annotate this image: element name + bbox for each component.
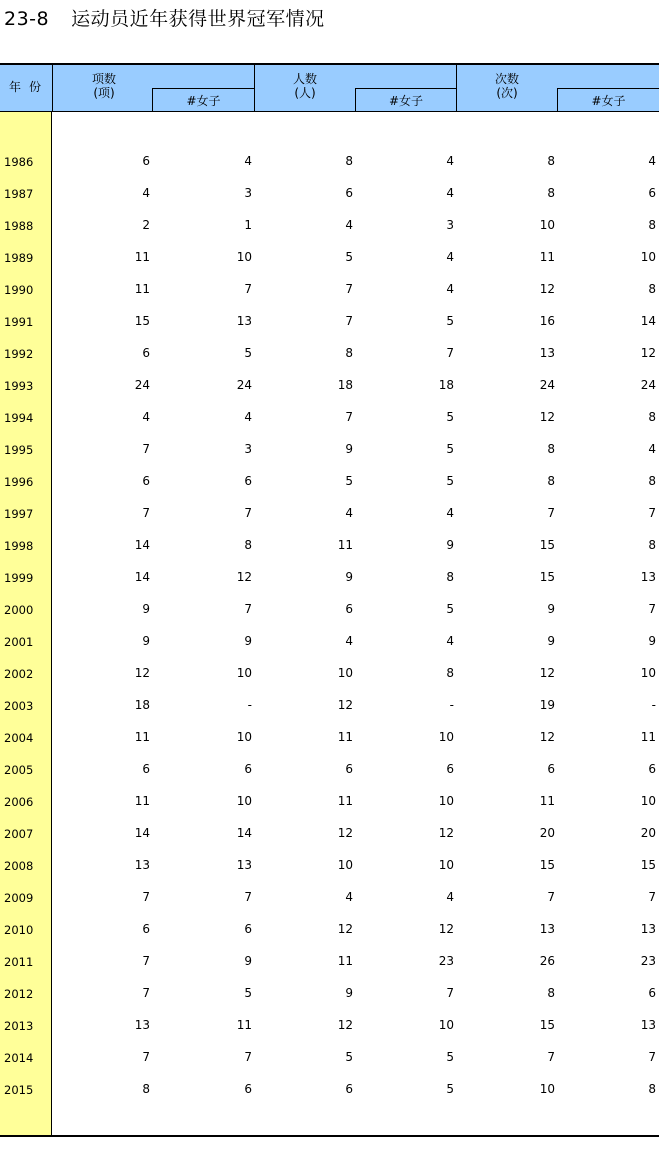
value-cell: 11 <box>539 250 555 264</box>
value-cell: 10 <box>236 730 252 744</box>
value-cell: 13 <box>640 922 656 936</box>
value-cell: 8 <box>446 666 454 680</box>
table-row <box>0 217 659 233</box>
table-title: 运动员近年获得世界冠军情况 <box>71 8 325 30</box>
value-cell: 5 <box>446 442 454 456</box>
value-cell: 24 <box>236 378 252 392</box>
year-cell: 1997 <box>4 507 34 521</box>
value-cell: 7 <box>345 282 353 296</box>
value-cell: 5 <box>345 1050 353 1064</box>
year-cell: 2005 <box>4 763 34 777</box>
table-row <box>0 729 659 745</box>
value-cell: 8 <box>547 474 555 488</box>
value-cell: 8 <box>446 570 454 584</box>
value-cell: 10 <box>539 1082 555 1096</box>
value-cell: 10 <box>337 858 353 872</box>
value-cell: 5 <box>244 986 252 1000</box>
value-cell: 7 <box>547 1050 555 1064</box>
table-row <box>0 889 659 905</box>
value-cell: 8 <box>648 538 656 552</box>
value-cell: - <box>449 698 454 712</box>
table-number: 23-8 <box>4 8 50 30</box>
value-cell: 8 <box>547 442 555 456</box>
header-divider <box>557 88 659 89</box>
value-cell: 15 <box>539 1018 555 1032</box>
table-row <box>0 1017 659 1033</box>
value-cell: 12 <box>539 666 555 680</box>
value-cell: 10 <box>438 794 454 808</box>
value-cell: 11 <box>337 794 353 808</box>
value-cell: 23 <box>438 954 454 968</box>
value-cell: 11 <box>337 538 353 552</box>
group-header-times: 次数 (次) <box>494 72 519 100</box>
value-cell: 12 <box>438 922 454 936</box>
value-cell: 8 <box>345 154 353 168</box>
value-cell: 8 <box>648 410 656 424</box>
value-cell: 9 <box>244 954 252 968</box>
value-cell: 9 <box>244 634 252 648</box>
value-cell: 6 <box>648 186 656 200</box>
value-cell: 23 <box>640 954 656 968</box>
year-cell: 1992 <box>4 347 34 361</box>
value-cell: 6 <box>142 346 150 360</box>
value-cell: 10 <box>539 218 555 232</box>
table-row <box>0 345 659 361</box>
value-cell: 18 <box>438 378 454 392</box>
table-row <box>0 537 659 553</box>
value-cell: 6 <box>244 474 252 488</box>
value-cell: 16 <box>539 314 555 328</box>
table-row <box>0 377 659 393</box>
value-cell: 8 <box>648 1082 656 1096</box>
value-cell: 9 <box>345 442 353 456</box>
year-cell: 2008 <box>4 859 34 873</box>
year-cell: 1991 <box>4 315 34 329</box>
table-row <box>0 793 659 809</box>
table-row <box>0 249 659 265</box>
value-cell: 4 <box>345 218 353 232</box>
year-cell: 2014 <box>4 1051 34 1065</box>
table-row <box>0 857 659 873</box>
value-cell: 4 <box>446 250 454 264</box>
value-cell: - <box>651 698 656 712</box>
value-cell: 6 <box>648 762 656 776</box>
group-header-items: 项数 (项) <box>91 72 116 100</box>
year-cell: 2006 <box>4 795 34 809</box>
value-cell: 11 <box>337 730 353 744</box>
value-cell: 10 <box>438 730 454 744</box>
value-cell: 11 <box>134 794 150 808</box>
value-cell: 4 <box>446 890 454 904</box>
value-cell: 12 <box>337 698 353 712</box>
value-cell: 6 <box>345 762 353 776</box>
table-row <box>0 185 659 201</box>
value-cell: 4 <box>345 890 353 904</box>
value-cell: 7 <box>244 1050 252 1064</box>
table-row <box>0 153 659 169</box>
value-cell: 11 <box>134 282 150 296</box>
value-cell: 10 <box>438 1018 454 1032</box>
value-cell: 14 <box>134 826 150 840</box>
year-cell: 1986 <box>4 155 34 169</box>
value-cell: 7 <box>648 602 656 616</box>
value-cell: 26 <box>539 954 555 968</box>
year-cell: 2002 <box>4 667 34 681</box>
value-cell: 6 <box>345 602 353 616</box>
value-cell: 15 <box>539 570 555 584</box>
value-cell: 7 <box>244 602 252 616</box>
page-title <box>4 5 325 33</box>
value-cell: 5 <box>244 346 252 360</box>
header-divider <box>254 65 255 112</box>
year-cell: 2011 <box>4 955 34 969</box>
value-cell: 24 <box>539 378 555 392</box>
value-cell: 7 <box>547 506 555 520</box>
value-cell: 5 <box>345 250 353 264</box>
value-cell: 7 <box>142 1050 150 1064</box>
value-cell: 7 <box>142 506 150 520</box>
value-cell: 18 <box>337 378 353 392</box>
value-cell: 3 <box>244 442 252 456</box>
value-cell: 5 <box>446 1050 454 1064</box>
table-row <box>0 601 659 617</box>
year-cell: 1999 <box>4 571 34 585</box>
value-cell: 12 <box>438 826 454 840</box>
value-cell: 9 <box>547 634 555 648</box>
value-cell: 8 <box>547 986 555 1000</box>
value-cell: 4 <box>446 186 454 200</box>
year-cell: 1994 <box>4 411 34 425</box>
value-cell: 11 <box>134 730 150 744</box>
value-cell: 13 <box>640 1018 656 1032</box>
year-cell: 2010 <box>4 923 34 937</box>
header-divider <box>456 65 457 112</box>
value-cell: 10 <box>640 250 656 264</box>
value-cell: 13 <box>236 314 252 328</box>
value-cell: 9 <box>142 634 150 648</box>
value-cell: 7 <box>244 890 252 904</box>
value-cell: 9 <box>446 538 454 552</box>
value-cell: 6 <box>547 762 555 776</box>
value-cell: 14 <box>640 314 656 328</box>
value-cell: 13 <box>134 1018 150 1032</box>
value-cell: 5 <box>446 1082 454 1096</box>
value-cell: 24 <box>134 378 150 392</box>
year-header: 年份 <box>8 80 49 94</box>
value-cell: 4 <box>446 154 454 168</box>
value-cell: 10 <box>438 858 454 872</box>
value-cell: 9 <box>142 602 150 616</box>
table-row <box>0 697 659 713</box>
value-cell: 12 <box>337 922 353 936</box>
table-row <box>0 953 659 969</box>
table-row <box>0 409 659 425</box>
value-cell: 15 <box>539 538 555 552</box>
value-cell: 4 <box>244 410 252 424</box>
header-divider <box>52 65 53 112</box>
value-cell: 13 <box>134 858 150 872</box>
year-cell: 2007 <box>4 827 34 841</box>
value-cell: 7 <box>244 506 252 520</box>
value-cell: 5 <box>446 314 454 328</box>
value-cell: 7 <box>648 1050 656 1064</box>
value-cell: 9 <box>345 986 353 1000</box>
value-cell: 4 <box>648 442 656 456</box>
value-cell: 4 <box>142 410 150 424</box>
value-cell: 13 <box>640 570 656 584</box>
value-cell: 11 <box>640 730 656 744</box>
value-cell: 5 <box>446 474 454 488</box>
value-cell: 8 <box>244 538 252 552</box>
value-cell: 15 <box>640 858 656 872</box>
value-cell: 6 <box>446 762 454 776</box>
value-cell: 18 <box>134 698 150 712</box>
sub-header-women-items: #女子 <box>186 94 221 108</box>
value-cell: 4 <box>345 634 353 648</box>
value-cell: 6 <box>142 762 150 776</box>
value-cell: 11 <box>134 250 150 264</box>
year-cell: 2003 <box>4 699 34 713</box>
value-cell: 8 <box>648 474 656 488</box>
value-cell: 10 <box>640 666 656 680</box>
table-row <box>0 825 659 841</box>
value-cell: - <box>247 698 252 712</box>
value-cell: 6 <box>244 1082 252 1096</box>
year-cell: 1996 <box>4 475 34 489</box>
table-row <box>0 985 659 1001</box>
year-cell: 1995 <box>4 443 34 457</box>
value-cell: 7 <box>244 282 252 296</box>
year-cell: 2012 <box>4 987 34 1001</box>
table-row <box>0 569 659 585</box>
value-cell: 4 <box>244 154 252 168</box>
value-cell: 7 <box>142 442 150 456</box>
value-cell: 7 <box>446 346 454 360</box>
table-row <box>0 1081 659 1097</box>
value-cell: 5 <box>446 410 454 424</box>
value-cell: 12 <box>337 1018 353 1032</box>
value-cell: 7 <box>345 314 353 328</box>
sub-header-women-times: #女子 <box>591 94 626 108</box>
table-row <box>0 281 659 297</box>
value-cell: 8 <box>648 282 656 296</box>
value-cell: 12 <box>236 570 252 584</box>
value-cell: 10 <box>337 666 353 680</box>
value-cell: 3 <box>244 186 252 200</box>
year-cell: 2004 <box>4 731 34 745</box>
value-cell: 5 <box>446 602 454 616</box>
value-cell: 10 <box>236 666 252 680</box>
value-cell: 8 <box>142 1082 150 1096</box>
year-cell: 1990 <box>4 283 34 297</box>
value-cell: 11 <box>337 954 353 968</box>
value-cell: 4 <box>142 186 150 200</box>
value-cell: 11 <box>236 1018 252 1032</box>
table-row <box>0 1049 659 1065</box>
value-cell: 6 <box>142 474 150 488</box>
value-cell: 12 <box>640 346 656 360</box>
value-cell: 20 <box>640 826 656 840</box>
value-cell: 6 <box>648 986 656 1000</box>
value-cell: 14 <box>134 538 150 552</box>
year-cell: 2015 <box>4 1083 34 1097</box>
value-cell: 15 <box>134 314 150 328</box>
value-cell: 9 <box>547 602 555 616</box>
year-cell: 2000 <box>4 603 34 617</box>
value-cell: 7 <box>648 890 656 904</box>
table-bottom-rule <box>0 1135 659 1137</box>
year-cell: 1988 <box>4 219 34 233</box>
value-cell: 8 <box>547 186 555 200</box>
value-cell: 6 <box>244 762 252 776</box>
value-cell: 4 <box>345 506 353 520</box>
value-cell: 11 <box>539 794 555 808</box>
value-cell: 8 <box>648 218 656 232</box>
value-cell: 12 <box>539 410 555 424</box>
value-cell: 8 <box>345 346 353 360</box>
table-row <box>0 761 659 777</box>
value-cell: 6 <box>142 922 150 936</box>
table-row <box>0 665 659 681</box>
year-cell: 2013 <box>4 1019 34 1033</box>
value-cell: 10 <box>236 794 252 808</box>
value-cell: 2 <box>142 218 150 232</box>
table-row <box>0 313 659 329</box>
value-cell: 5 <box>345 474 353 488</box>
table-row <box>0 441 659 457</box>
value-cell: 1 <box>244 218 252 232</box>
value-cell: 14 <box>134 570 150 584</box>
value-cell: 12 <box>539 282 555 296</box>
value-cell: 4 <box>446 506 454 520</box>
value-cell: 9 <box>648 634 656 648</box>
value-cell: 7 <box>142 986 150 1000</box>
header-divider <box>355 88 456 89</box>
value-cell: 14 <box>236 826 252 840</box>
table-row <box>0 633 659 649</box>
year-cell: 1987 <box>4 187 34 201</box>
header-divider <box>152 88 254 89</box>
value-cell: 13 <box>539 346 555 360</box>
value-cell: 13 <box>539 922 555 936</box>
year-cell: 2009 <box>4 891 34 905</box>
value-cell: 8 <box>547 154 555 168</box>
group-header-people: 人数 (人) <box>292 72 317 100</box>
value-cell: 10 <box>640 794 656 808</box>
value-cell: 12 <box>337 826 353 840</box>
value-cell: 7 <box>142 954 150 968</box>
value-cell: 4 <box>648 154 656 168</box>
year-cell: 1993 <box>4 379 34 393</box>
value-cell: 12 <box>539 730 555 744</box>
value-cell: 7 <box>345 410 353 424</box>
value-cell: 6 <box>345 1082 353 1096</box>
value-cell: 6 <box>345 186 353 200</box>
value-cell: 10 <box>236 250 252 264</box>
value-cell: 3 <box>446 218 454 232</box>
year-cell: 1998 <box>4 539 34 553</box>
value-cell: 4 <box>446 282 454 296</box>
value-cell: 9 <box>345 570 353 584</box>
sub-header-women-people: #女子 <box>388 94 424 108</box>
table-row <box>0 473 659 489</box>
table-row <box>0 505 659 521</box>
value-cell: 13 <box>236 858 252 872</box>
year-cell: 2001 <box>4 635 34 649</box>
value-cell: 20 <box>539 826 555 840</box>
value-cell: 4 <box>446 634 454 648</box>
value-cell: 24 <box>640 378 656 392</box>
year-cell: 1989 <box>4 251 34 265</box>
value-cell: 7 <box>648 506 656 520</box>
table-row <box>0 921 659 937</box>
value-cell: 6 <box>142 154 150 168</box>
value-cell: 6 <box>244 922 252 936</box>
value-cell: 19 <box>539 698 555 712</box>
value-cell: 7 <box>142 890 150 904</box>
value-cell: 7 <box>446 986 454 1000</box>
value-cell: 12 <box>134 666 150 680</box>
value-cell: 7 <box>547 890 555 904</box>
value-cell: 15 <box>539 858 555 872</box>
